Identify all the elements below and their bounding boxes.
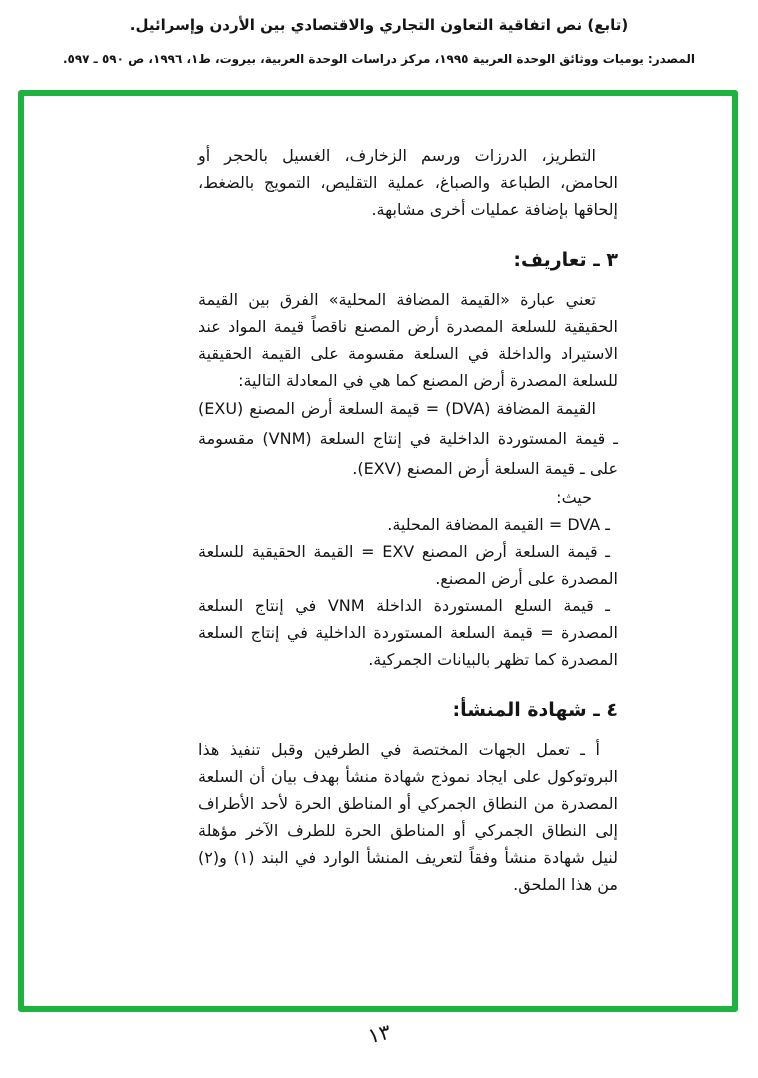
header-title: (تابع) نص اتفاقية التعاون التجاري والاقتصادي بين الأردن وإسرائيل. — [129, 16, 629, 34]
where-label: حيث: — [556, 488, 592, 507]
section-3-heading: ٣ ـ تعاريف: — [513, 249, 618, 271]
definition-dva: ـ DVA = القيمة المضافة المحلية. — [387, 515, 610, 534]
paragraph-continuation: التطريز، الدرزات ورسم الزخارف، الغسيل بالحجر أو الحامض، الطباعة والصباغ، عملية التقليص، التمويج بالضغط، إلحاقها بإضافة عمليات أخرى مشابهة. — [198, 146, 618, 219]
page-number-value: ١٣ — [365, 1019, 393, 1049]
content-border-frame — [18, 90, 738, 1012]
section-4-clause-a: أ ـ تعمل الجهات المختصة في الطرفين وقبل تنفيذ هذا البروتوكول على ايجاد نموذج شهادة منشأ بهدف بيان أن السلعة المصدرة من النطاق الجمركي أو المناطق الحرة لأحد الأطراف إلى النطاق الجمركي أو المناطق الحرة للطرف الآخر مؤهلة لنيل شهادة منشأ وفقاً لتعريف المنشأ الوارد في البند (١) و(٢) من هذا الملحق. — [198, 740, 619, 894]
section-3-intro-paragraph: تعني عبارة «القيمة المضافة المحلية» الفرق بين القيمة الحقيقية للسلعة المصدرة أرض المصنع ناقصاً قيمة المواد عند الاستيراد والداخلة في السلعة مقسومة على القيمة الحقيقية للسلعة المصدرة أرض المصنع كما هي في المعادلة التالية: — [198, 290, 618, 390]
definition-vnm: ـ قيمة السلع المستوردة الداخلة VNM في إنتاج السلعة المصدرة = قيمة السلعة المستوردة الداخلية في إنتاج السلعة المصدرة كما تظهر بالبيانات الجمركية. — [198, 596, 618, 669]
value-added-equation: القيمة المضافة (DVA) = قيمة السلعة أرض المصنع (EXU) ـ قيمة المستوردة الداخلية في إنتاج السلعة (VNM) مقسومة على ـ قيمة السلعة أرض المصنع (EXV). — [198, 399, 618, 478]
section-4-heading: ٤ ـ شهادة المنشأ: — [452, 699, 618, 721]
header-source-citation: المصدر: يوميات ووثائق الوحدة العربية ١٩٩٥، مركز دراسات الوحدة العربية، بيروت، ط١، ١٩٩٦، ص ٥٩٠ ـ ٥٩٧. — [62, 52, 696, 66]
definition-exv: ـ قيمة السلعة أرض المصنع EXV = القيمة الحقيقية للسلعة المصدرة على أرض المصنع. — [198, 542, 618, 588]
document-body — [198, 142, 618, 898]
page-number — [0, 1019, 758, 1049]
